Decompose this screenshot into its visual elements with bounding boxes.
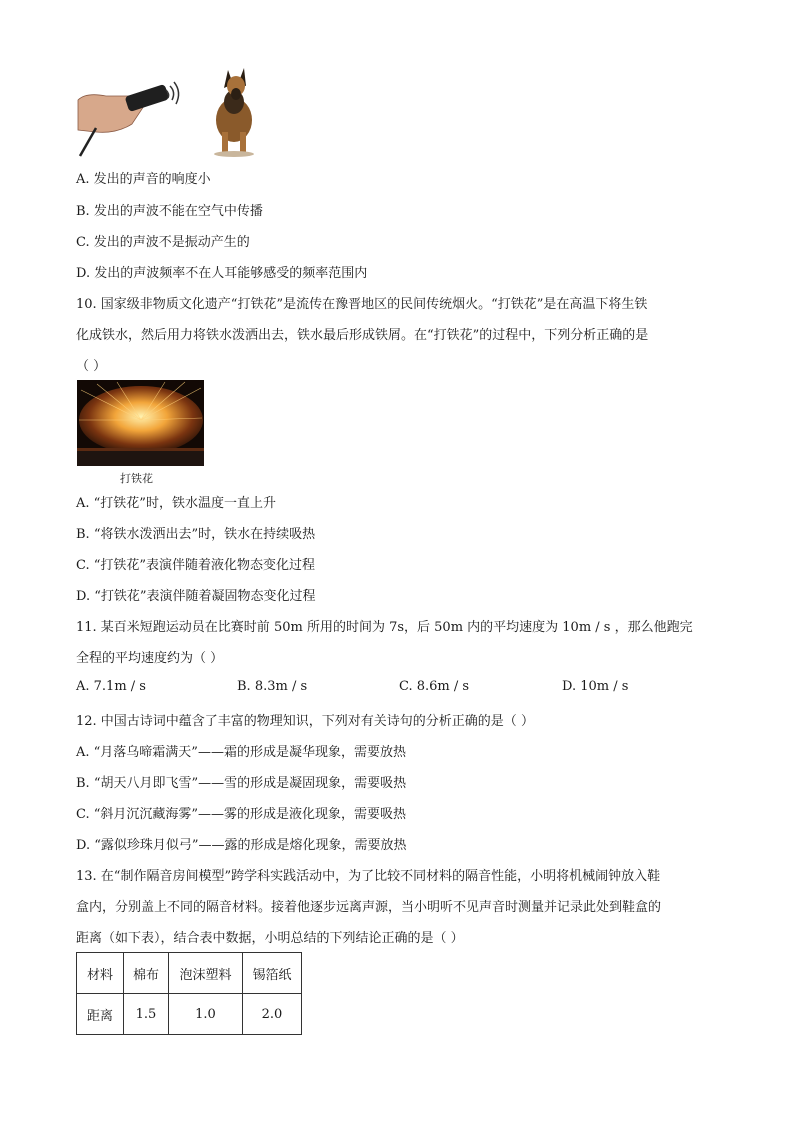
- q9-option-a: A. 发出的声音的响度小: [76, 172, 211, 187]
- table-cell: 泡沫塑料: [169, 953, 243, 994]
- q13-stem-line-1: 13. 在“制作隔音房间模型”跨学科实践活动中，为了比较不同材料的隔音性能，小明将机械闹钟放入鞋: [76, 869, 661, 884]
- q11-option-d: D. 10m / s: [562, 679, 629, 694]
- q12-option-a: A. “月落乌啼霜满天”——霜的形成是凝华现象，需要放热: [76, 745, 406, 760]
- q12-option-c: C. “斜月沉沉藏海雾”——雾的形成是液化现象，需要吸热: [76, 807, 407, 822]
- q13-stem-line-2: 盒内，分别盖上不同的隔音材料。接着他逐步远离声源，当小明听不见声音时测量并记录此处到鞋盒的: [76, 900, 662, 915]
- dog-icon: [214, 68, 254, 157]
- table-cell: 材料: [77, 953, 124, 994]
- table-cell: 2.0: [243, 994, 302, 1035]
- table-cell: 距离: [77, 994, 124, 1035]
- q11-stem-line-2: 全程的平均速度约为（ ）: [76, 651, 224, 666]
- q10-option-c: C. “打铁花”表演伴随着液化物态变化过程: [76, 558, 316, 573]
- q9-option-c: C. 发出的声波不是振动产生的: [76, 235, 250, 250]
- table-cell: 1.0: [169, 994, 243, 1035]
- materials-table: [76, 952, 302, 1035]
- table-header-row: [77, 953, 302, 994]
- q10-option-a: A. “打铁花”时，铁水温度一直上升: [76, 496, 276, 511]
- q12-stem: 12. 中国古诗词中蕴含了丰富的物理知识，下列对有关诗句的分析正确的是（ ）: [76, 714, 534, 729]
- q10-stem-line-2: 化成铁水，然后用力将铁水泼洒出去，铁水最后形成铁屑。在“打铁花”的过程中，下列分析正确的是: [76, 328, 649, 343]
- ultrasonic-dog-figure: [76, 62, 266, 158]
- q9-option-b: B. 发出的声波不能在空气中传播: [76, 204, 263, 219]
- table-cell: 棉布: [124, 953, 169, 994]
- q11-options-row: [76, 679, 656, 697]
- q13-stem-line-3: 距离（如下表），结合表中数据，小明总结的下列结论正确的是（ ）: [76, 931, 464, 946]
- q10-option-b: B. “将铁水泼洒出去”时，铁水在持续吸热: [76, 527, 316, 542]
- table-row: [77, 994, 302, 1035]
- q11-option-c: C. 8.6m / s: [399, 679, 470, 694]
- q10-stem-line-1: 10. 国家级非物质文化遗产“打铁花”是流传在豫晋地区的民间传统烟火。“打铁花”是在高温下将生铁: [76, 297, 648, 312]
- q9-option-d: D. 发出的声波频率不在人耳能够感受的频率范围内: [76, 266, 368, 281]
- q11-stem-line-1: 11. 某百米短跑运动员在比赛时前 50m 所用的时间为 7s，后 50m 内的平均速度为 10m / s ，那么他跑完: [76, 620, 693, 635]
- iron-flower-photo: [77, 380, 204, 466]
- table-cell: 1.5: [124, 994, 169, 1035]
- q11-option-b: B. 8.3m / s: [237, 679, 308, 694]
- q10-option-d: D. “打铁花”表演伴随着凝固物态变化过程: [76, 589, 316, 604]
- q12-option-b: B. “胡天八月即飞雪”——雪的形成是凝固现象，需要吸热: [76, 776, 407, 791]
- table-cell: 锡箔纸: [243, 953, 302, 994]
- q11-option-a: A. 7.1m / s: [76, 679, 146, 694]
- q12-option-d: D. “露似珍珠月似弓”——露的形成是熔化现象，需要放热: [76, 838, 407, 853]
- figure-caption: 打铁花: [120, 472, 153, 485]
- q10-stem-line-3: （ ）: [76, 359, 107, 374]
